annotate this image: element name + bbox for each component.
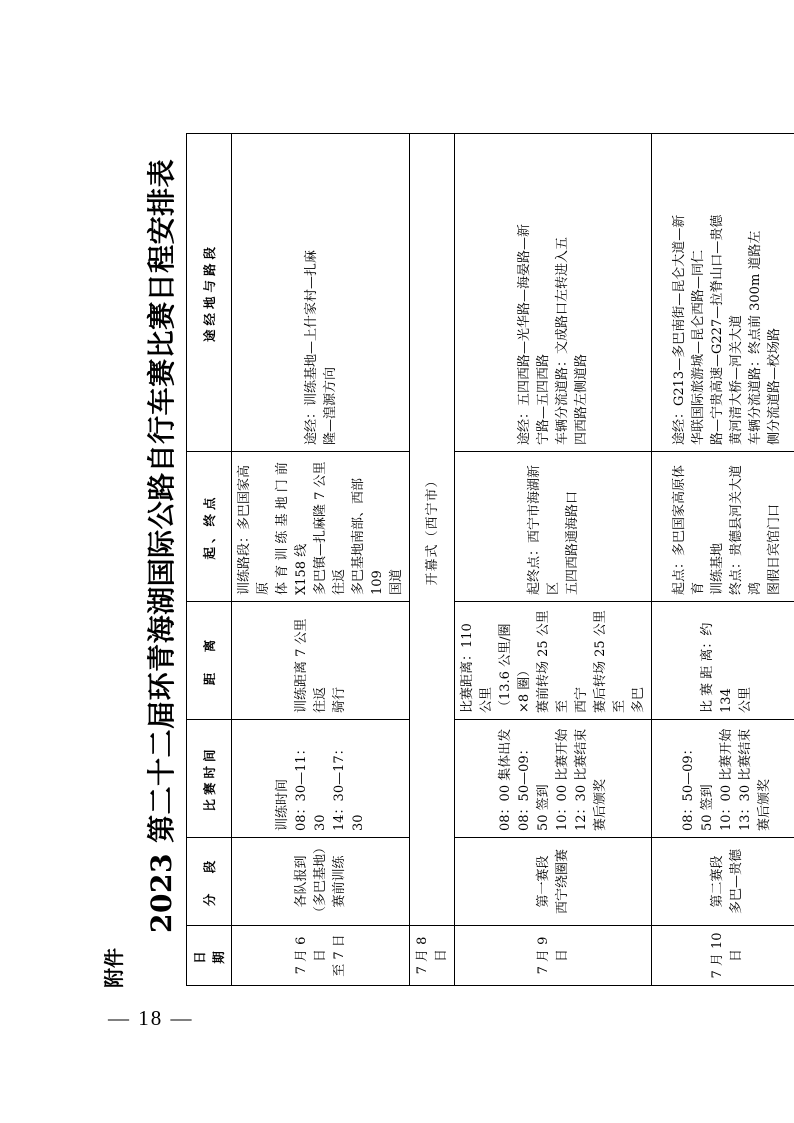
cell-line: 华联国际旅游城—昆仑西路—同仁 <box>690 249 706 445</box>
cell-line: 五四西路通海路口 <box>564 490 580 595</box>
cell-line: 国道 <box>389 568 404 595</box>
cell-line: （13.6 公里/圈×8 圈） <box>498 623 532 713</box>
cell-line: 第一赛段 <box>536 855 551 908</box>
cell-line: 多巴基地南部、西部 109 <box>351 477 385 595</box>
opening-ceremony-cell: 开幕式（西宁市） <box>410 134 455 926</box>
row-date <box>232 926 410 986</box>
row-distance <box>652 602 794 720</box>
row-route <box>455 134 652 452</box>
cell-line: 起点：多巴国家高原体育 <box>671 464 706 595</box>
cell-line: 往返 <box>332 568 347 595</box>
cell-line: 四西路左侧道路 <box>574 353 589 445</box>
cell-line: 宁路—五四西路 <box>536 353 551 445</box>
cell-line: 12：30 比赛结束 <box>574 728 589 831</box>
cell-line: 西宁绕圈赛 <box>555 849 570 915</box>
header-time: 比赛时间 <box>187 720 232 838</box>
attachment-label: 附件 <box>102 948 126 988</box>
row-stage <box>652 838 794 926</box>
cell-line: 训练距离 7 公里往返 <box>294 618 328 713</box>
table-header-row <box>187 134 232 986</box>
cell-line: 08：00 集体出发 <box>498 728 513 831</box>
page-title: 2023 第二十二届环青海湖国际公路自行车赛比赛日程安排表 <box>145 158 178 933</box>
cell-line: 比 赛 距 离：约 134 <box>700 622 734 713</box>
cell-line: 体 育 训 练 基 地 门 前 <box>275 462 290 595</box>
table-row <box>455 134 652 986</box>
schedule-table <box>186 133 794 986</box>
header-route: 途经地与路段 <box>187 134 232 452</box>
cell-line: 路—宁贵高速—G227—拉脊山口—贵德 <box>709 214 725 445</box>
cell-line: 08：30—11：30 <box>294 742 328 831</box>
row-stage <box>232 838 410 926</box>
cell-line: 训练基地 <box>709 542 725 595</box>
header-date: 日 期 <box>187 926 232 986</box>
cell-line: （多巴基地） <box>313 840 328 919</box>
cell-line: 08：50—09：50 签到 <box>517 742 551 831</box>
cell-line: 10：00 比赛开始 <box>555 728 570 831</box>
row-time <box>455 720 652 838</box>
cell-line: 车辆分流道路：终点前 300m 道路左 <box>747 230 763 445</box>
cell-line: 隆—湟源方向 <box>322 366 338 445</box>
table-row <box>652 134 794 986</box>
row-time <box>232 720 410 838</box>
row-date <box>455 926 652 986</box>
cell-line: 途经：五四西路—光华路—海晏路—新 <box>517 223 532 445</box>
cell-line: 车辆分流道路：文成路口左转进入五 <box>555 236 570 445</box>
cell-line: 起终点：西宁市海湖新区 <box>526 464 561 595</box>
row-route <box>232 134 410 452</box>
row-time <box>652 720 794 838</box>
header-distance: 距 离 <box>187 602 232 720</box>
cell-line: 终点：贵德县河关大道鸿 <box>728 464 763 595</box>
cell-line: 赛后转场 25 公里至 <box>593 610 627 713</box>
cell-line: 多巴镇—扎麻隆 7 公里 <box>313 461 328 595</box>
cell-line: 途经：G213—多巴南街—昆仑大道—新 <box>671 214 687 445</box>
cell-line: X158 线 <box>294 543 309 595</box>
cell-line: 7 月 9 日 <box>536 936 570 975</box>
cell-line: 第二赛段 <box>709 855 725 908</box>
cell-line: 西宁 <box>574 686 589 713</box>
row-stage <box>455 838 652 926</box>
table-row <box>232 134 410 986</box>
page-number: — 18 — <box>108 1006 194 1030</box>
cell-line: 7 月 6 日 <box>294 936 328 975</box>
cell-line: 训练路段：多巴国家高原 <box>237 464 271 595</box>
cell-line: 赛前训练 <box>332 855 347 908</box>
cell-line: 赛后颁奖 <box>757 778 772 831</box>
cell-line: 公里 <box>738 686 753 713</box>
cell-line: 骑行 <box>332 686 347 713</box>
row-distance <box>232 602 410 720</box>
cell-line: 7 月 8 日 <box>415 936 449 975</box>
row-route <box>652 134 794 452</box>
cell-line: 14：30—17：30 <box>332 742 366 831</box>
cell-line: 途经：训练基地—上什家村—扎麻 <box>303 249 319 445</box>
row-distance <box>455 602 652 720</box>
row-date <box>410 926 455 986</box>
cell-line: 7 月 10 日 <box>709 932 744 979</box>
cell-line: 训练时间 <box>275 778 290 831</box>
cell-line: 图假日宾馆门口 <box>766 503 782 595</box>
header-stage: 分 段 <box>187 838 232 926</box>
cell-line: 比赛距离：110 公里 <box>460 623 494 713</box>
cell-line: 多巴 <box>631 686 646 713</box>
row-date <box>652 926 794 986</box>
header-points: 起、终点 <box>187 452 232 602</box>
table-row <box>410 134 455 986</box>
cell-line: 13：30 比赛结束 <box>738 728 753 831</box>
row-points <box>455 452 652 602</box>
cell-line: 08：50—09：50 签到 <box>681 742 715 831</box>
cell-line: 赛后颁奖 <box>593 778 608 831</box>
cell-line: 各队报到 <box>294 855 309 908</box>
cell-line: 赛前转场 25 公里至 <box>536 610 570 713</box>
cell-line: 10：00 比赛开始 <box>719 728 734 831</box>
cell-line: 黄河清大桥—河关大道 <box>728 314 744 445</box>
cell-line: 至 7 日 <box>332 934 347 977</box>
cell-line: 多巴—贵德 <box>728 849 744 915</box>
cell-line: 侧分流道路—校场路 <box>766 327 782 445</box>
row-points <box>232 452 410 602</box>
row-points <box>652 452 794 602</box>
